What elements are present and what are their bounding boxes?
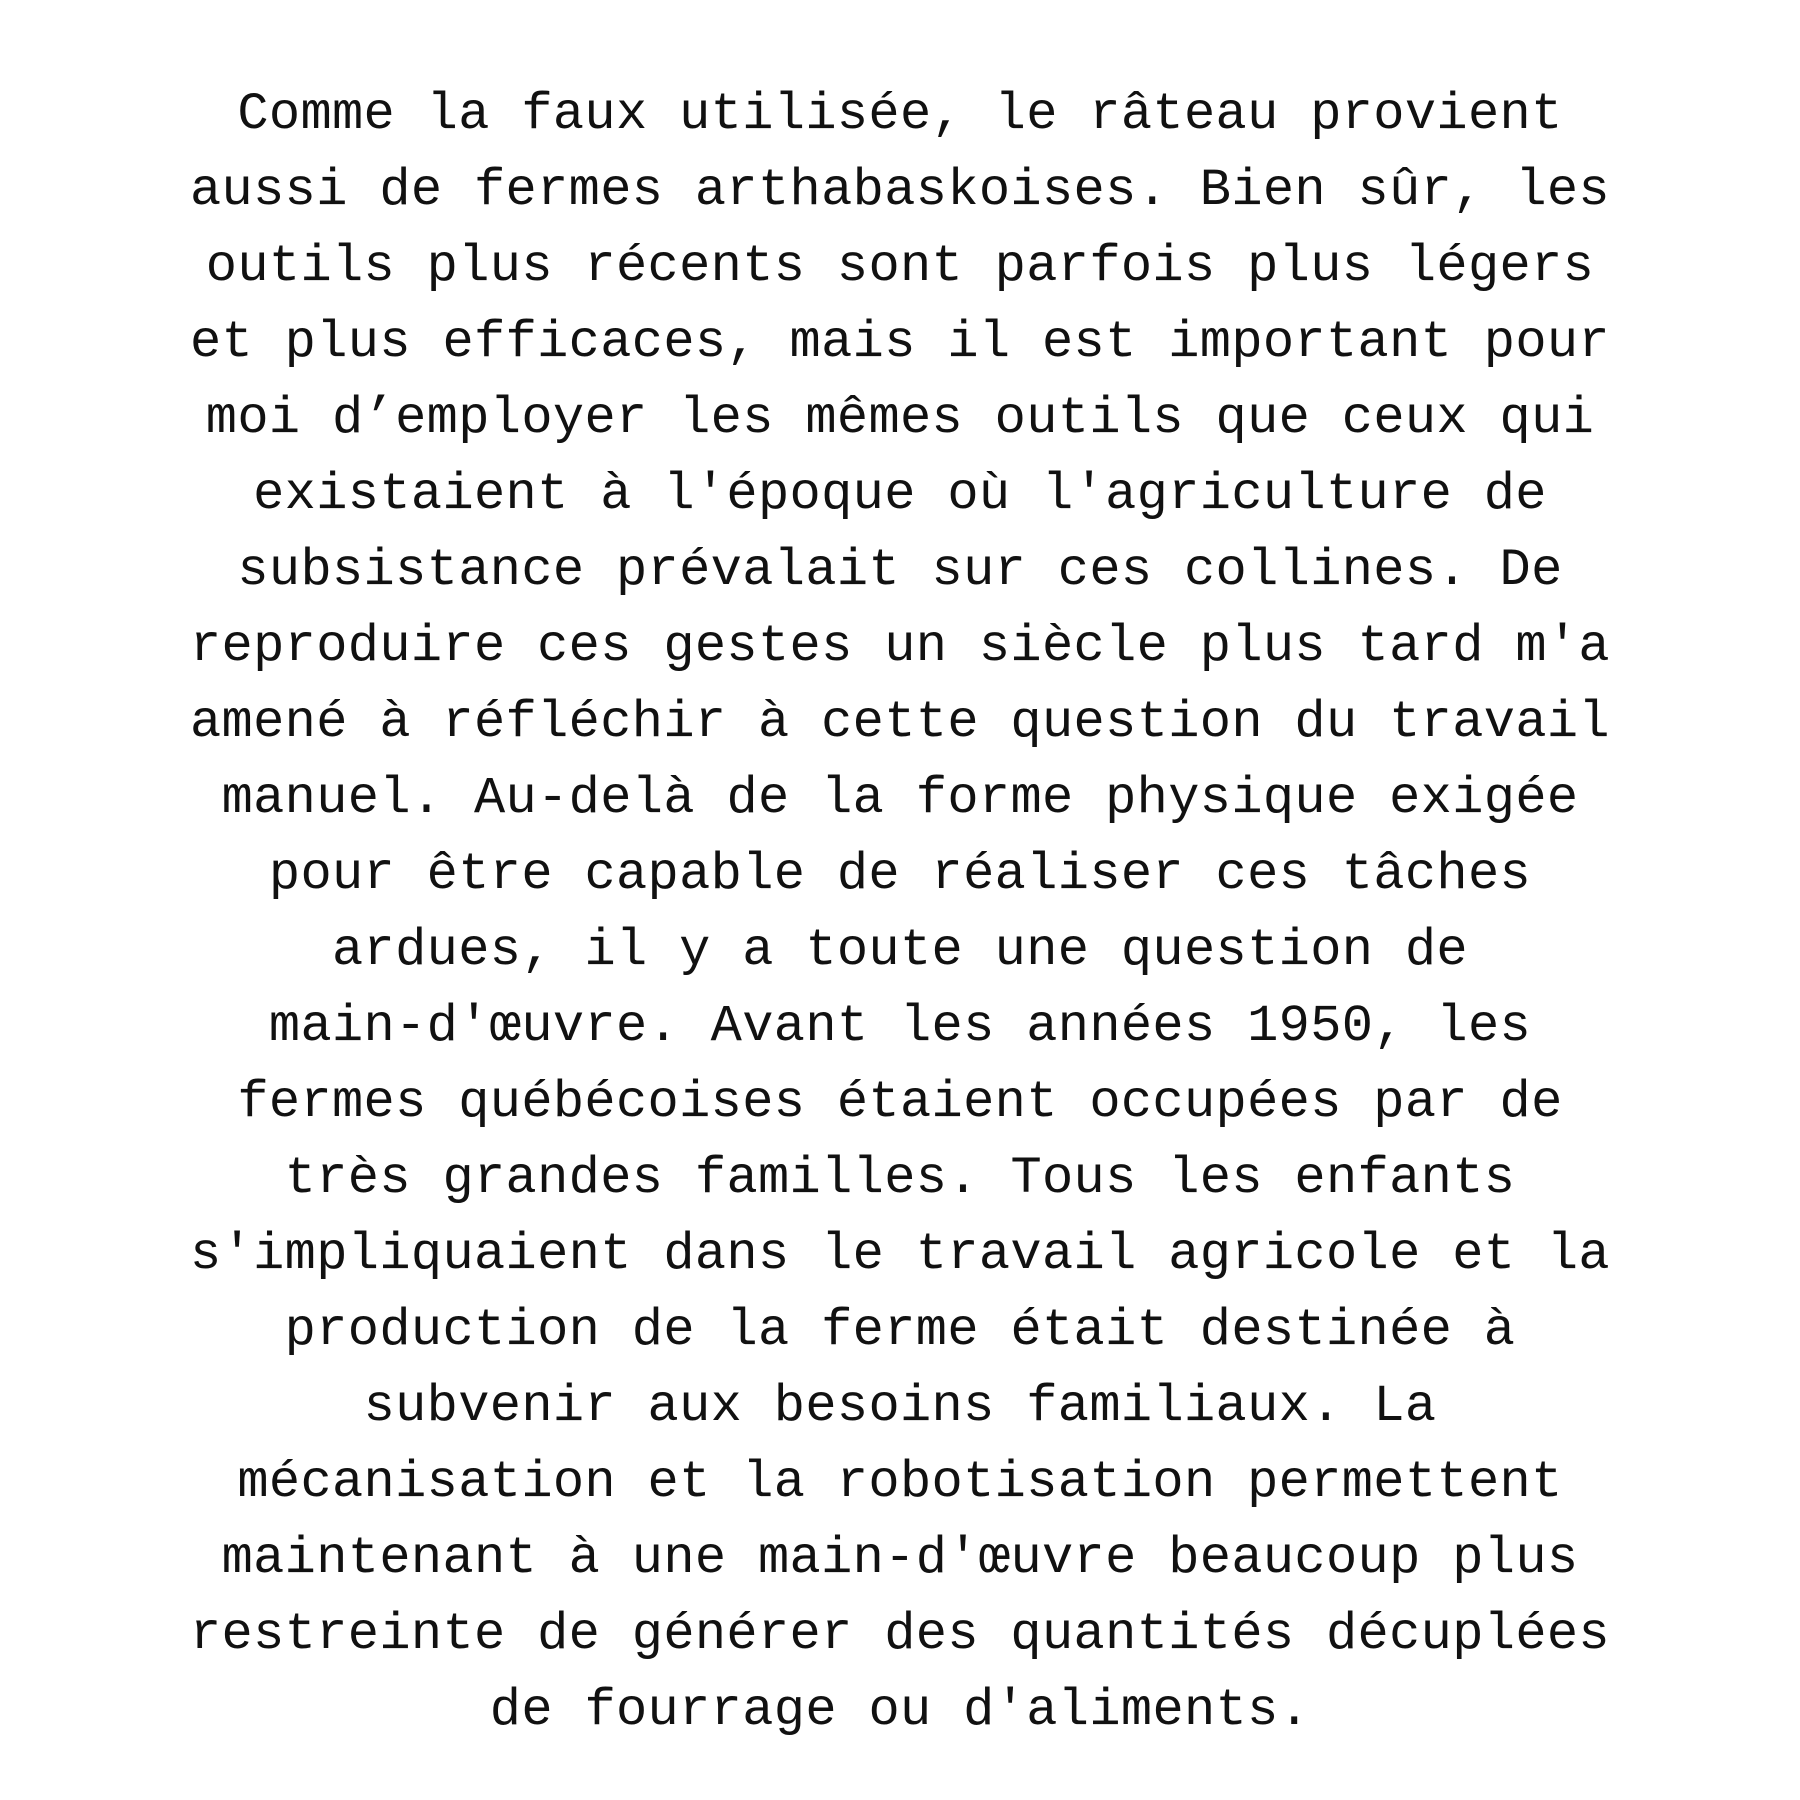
text-line: très grandes familles. Tous les enfants bbox=[284, 1149, 1516, 1208]
text-line: ardues, il y a toute une question de bbox=[332, 921, 1468, 980]
text-line: Comme la faux utilisée, le râteau provient bbox=[237, 85, 1563, 144]
text-line: production de la ferme était destinée à bbox=[284, 1301, 1516, 1360]
text-line: amené à réfléchir à cette question du travail bbox=[190, 693, 1610, 752]
text-line: reproduire ces gestes un siècle plus tard m'a bbox=[190, 617, 1610, 676]
text-line: mécanisation et la robotisation permettent bbox=[237, 1453, 1563, 1512]
text-line: restreinte de générer des quantités décuplées bbox=[190, 1605, 1610, 1664]
text-line: aussi de fermes arthabaskoises. Bien sûr, les bbox=[190, 161, 1610, 220]
text-line: fermes québécoises étaient occupées par de bbox=[237, 1073, 1563, 1132]
text-line: existaient à l'époque où l'agriculture de bbox=[253, 465, 1547, 524]
text-line: manuel. Au-delà de la forme physique exigée bbox=[221, 769, 1579, 828]
text-line: pour être capable de réaliser ces tâches bbox=[268, 845, 1532, 904]
text-line: subsistance prévalait sur ces collines. De bbox=[237, 541, 1563, 600]
text-line: main-d'œuvre. Avant les années 1950, les bbox=[268, 997, 1532, 1056]
text-line: subvenir aux besoins familiaux. La bbox=[363, 1377, 1437, 1436]
text-line: de fourrage ou d'aliments. bbox=[489, 1681, 1311, 1740]
paragraph bbox=[0, 77, 1800, 1749]
text-line: et plus efficaces, mais il est important pour bbox=[190, 313, 1610, 372]
text-line: s'impliquaient dans le travail agricole et la bbox=[190, 1225, 1610, 1284]
text-line: outils plus récents sont parfois plus légers bbox=[205, 237, 1595, 296]
text-line: moi d’employer les mêmes outils que ceux qui bbox=[205, 389, 1595, 448]
text-line: maintenant à une main-d'œuvre beaucoup plus bbox=[221, 1529, 1579, 1588]
